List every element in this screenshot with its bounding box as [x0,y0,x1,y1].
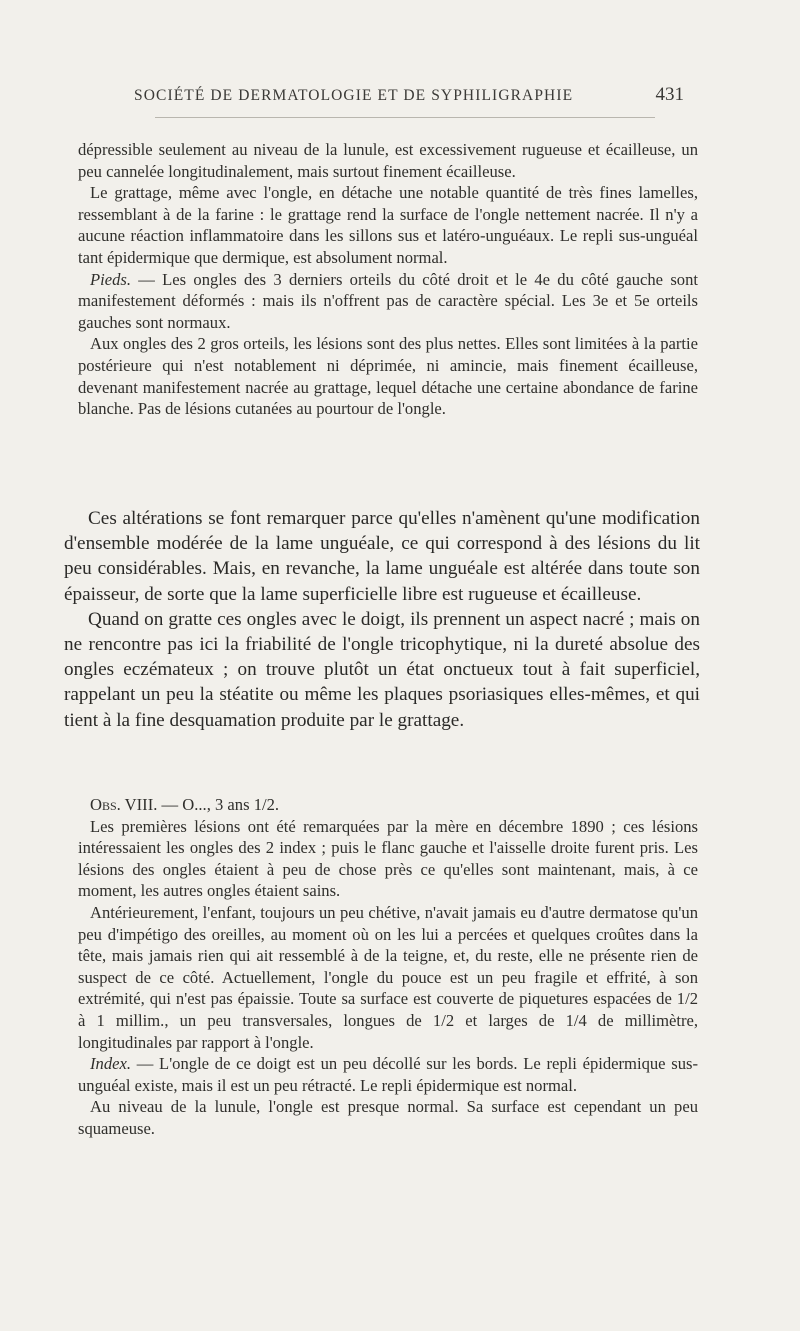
paragraph: Le grattage, même avec l'ongle, en détache une notable quantité de très fines lamelles, ressemblant à de la farine : le grattage rend la surface de l'ongle nettement nacrée. Il n'y a aucune réaction inflammatoire dans les sillons sus et latéro-unguéaux. Le repli sus-unguéal tant épidermique que dermique, est absolument normal. [78,183,698,267]
page-number: 431 [655,84,684,105]
paragraph: Antérieurement, l'enfant, toujours un peu chétive, n'avait jamais eu d'autre dermatose qu'un peu d'impétigo des oreilles, au moment où on les lui a percées et quelques croûtes dans la tête, mais jamais rien qui ait ressemblé à de la teigne, et, du reste, elle ne présente rien de suspect de ce côté. Actuellement, l'ongle du pouce est un peu fragile et effrité, à son extrémité, qui n'est pas épaissie. Toute sa surface est couverte de piquetures espacées de 1/2 à 1 millim., un peu transversales, longues de 1/2 et larges de 1/4 de millimètre, longitudinales par rapport à l'ongle. [78,902,698,1052]
section-label: Pieds. [90,269,132,289]
paragraph-text: — L'ongle de ce doigt est un peu décollé sur les bords. Le repli épidermique sus-unguéal existe, mais il est un peu rétracté. Le repli épidermique est normal. [78,1054,698,1095]
paragraph: Les premières lésions ont été remarquées par la mère en décembre 1890 ; ces lésions intéressaient les ongles des 2 index ; puis le flanc gauche et l'aisselle droite furent pris. Les lésions des ongles étaient à peu de chose près ce qu'elles sont maintenant, mais, à ce moment, les autres ongles étaient sains. [78,816,698,901]
observation-subject: — O..., 3 ans 1/2. [157,795,280,814]
paragraph: Ces altérations se font remarquer parce qu'elles n'amènent qu'une modification d'ensemble modérée de la lame unguéale, ce qui correspond à des lésions du lit peu considérables. Mais, en revanche, la lame unguéale est altérée dans toute son épaisseur, de sorte que la lame superficielle libre est rugueuse et écailleuse. [64,508,700,605]
case-notes-block [78,139,698,420]
observation-label: Obs. VIII. [90,795,158,814]
header-rule [155,117,655,118]
paragraph-index [78,1053,698,1096]
paragraph: Quand on gratte ces ongles avec le doigt, ils prennent un aspect nacré ; mais on ne rencontre pas ici la friabilité de l'ongle tricophytique, ni la dureté absolue des ongles eczémateux ; on trouve plutôt un état onctueux tout à fait superficiel, rappelant un peu la stéatite ou même les plaques psoriasiques elles-mêmes, et qui tient à la fine desquamation produite par le grattage. [64,608,700,731]
paragraph-feet [78,269,698,334]
observation-block [78,794,698,1140]
paragraph-text: — Les ongles des 3 derniers orteils du côté droit et le 4e du côté gauche sont manifestement déformés : mais ils n'offrent pas de caractère spécial. Les 3e et 5e orteils gauches sont normaux. [78,269,698,332]
running-header [134,84,684,106]
section-label: Index. [90,1054,131,1074]
paragraph: Aux ongles des 2 gros orteils, les lésions sont des plus nettes. Elles sont limitées à la partie postérieure qui n'est notablement ni déprimée, ni amincie, mais finement écailleuse, devenant manifestement nacrée au grattage, lequel détache une certaine abondance de farine blanche. Pas de lésions cutanées au pourtour de l'ongle. [78,334,698,419]
commentary-block [64,506,700,733]
observation-heading [78,794,698,816]
running-title: SOCIÉTÉ DE DERMATOLOGIE ET DE SYPHILIGRAPHIE [134,87,574,104]
paragraph: Au niveau de la lunule, l'ongle est presque normal. Sa surface est cependant un peu squameuse. [78,1097,698,1138]
paragraph: dépressible seulement au niveau de la lunule, est excessivement rugueuse et écailleuse, un peu cannelée longitudinalement, mais surtout finement écailleuse. [78,140,698,181]
